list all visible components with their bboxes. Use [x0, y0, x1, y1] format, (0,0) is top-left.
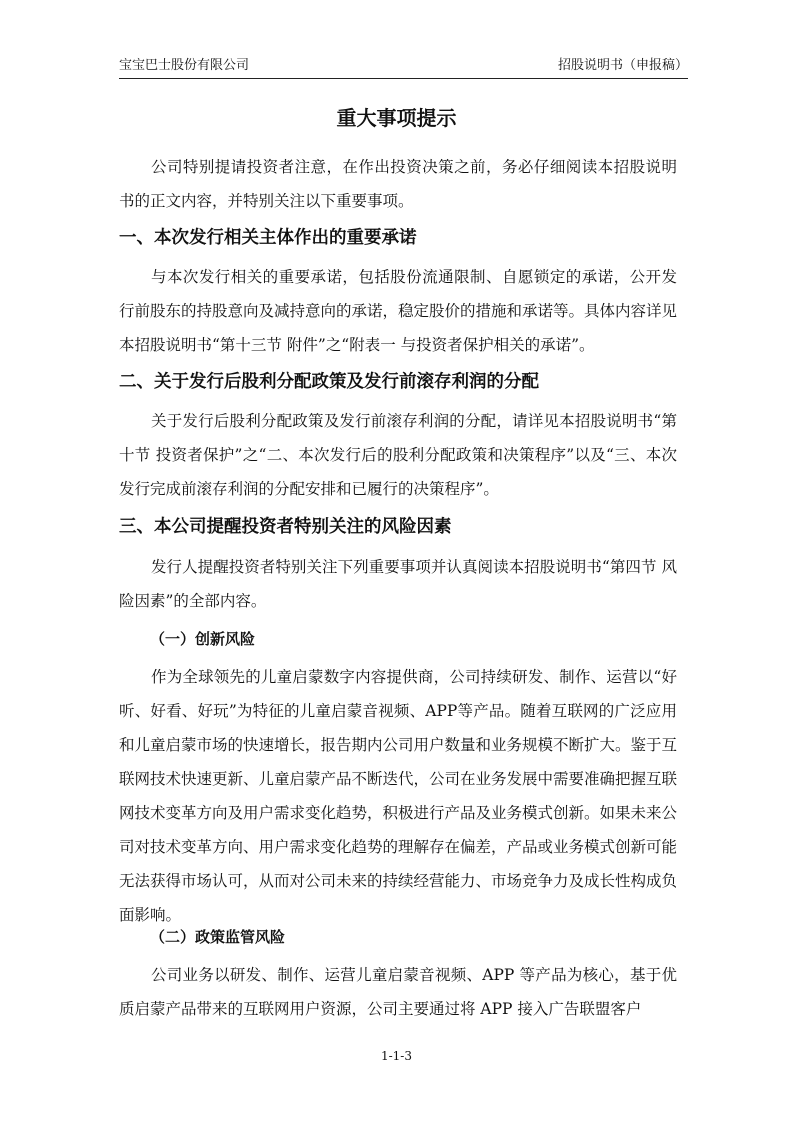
intro-paragraph: 公司特别提请投资者注意，在作出投资决策之前，务必仔细阅读本招股说明书的正文内容，并特别关注以下重要事项。: [119, 158, 677, 210]
page-number: 1-1-3: [380, 1049, 412, 1063]
page-header: [119, 56, 688, 79]
subsection-innovation-risk-paragraph: 作为全球领先的儿童启蒙数字内容提供商，公司持续研发、制作、运营以“好听、好看、好玩”为特征的儿童启蒙音视频、APP等产品。随着互联网的广泛应用和儿童启蒙市场的快速增长，报告期内公司用户数量和业务规模不断扩大。鉴于互联网技术快速更新、儿童启蒙产品不断迭代，公司在业务发展中需要准确把握互联网技术变革方向及用户需求变化趋势，积极进行产品及业务模式创新。如果未来公司对技术变革方向、用户需求变化趋势的理解存在偏差，产品或业务模式创新可能无法获得市场认可，从而对公司未来的持续经营能力、市场竞争力及成长性构成负面影响。: [119, 668, 678, 924]
section-3-paragraph: 发行人提醒投资者特别关注下列重要事项并认真阅读本招股说明书“第四节 风险因素”的全部内容。: [119, 558, 677, 610]
subsection-policy-risk-heading: （二）政策监管风险: [150, 928, 286, 946]
section-3-heading: 三、本公司提醒投资者特别关注的风险因素: [119, 517, 452, 537]
section-1-heading: 一、本次发行相关主体作出的重要承诺: [119, 228, 417, 248]
header-company-name: 宝宝巴士股份有限公司: [119, 58, 250, 73]
subsection-policy-risk-paragraph: 公司业务以研发、制作、运营儿童启蒙音视频、APP 等产品为核心，基于优质启蒙产品带来的互联网用户资源，公司主要通过将 APP 接入广告联盟客户: [119, 966, 677, 1018]
header-document-type: 招股说明书（申报稿）: [557, 58, 688, 73]
section-2-paragraph: 关于发行后股利分配政策及发行前滚存利润的分配，请详见本招股说明书“第十节 投资者保护”之“二、本次发行后的股利分配政策和决策程序”以及“三、本次发行完成前滚存利润的分配安排和已履行的决策程序”。: [119, 412, 677, 498]
section-2-heading: 二、关于发行后股利分配政策及发行前滚存利润的分配: [119, 372, 539, 392]
section-1-paragraph: 与本次发行相关的重要承诺，包括股份流通限制、自愿锁定的承诺，公开发行前股东的持股意向及减持意向的承诺，稳定股价的措施和承诺等。具体内容详见本招股说明书“第十三节 附件”之“附表一 与投资者保护相关的承诺”。: [119, 268, 678, 354]
page-title: 重大事项提示: [336, 106, 457, 130]
subsection-innovation-risk-heading: （一）创新风险: [150, 630, 256, 648]
